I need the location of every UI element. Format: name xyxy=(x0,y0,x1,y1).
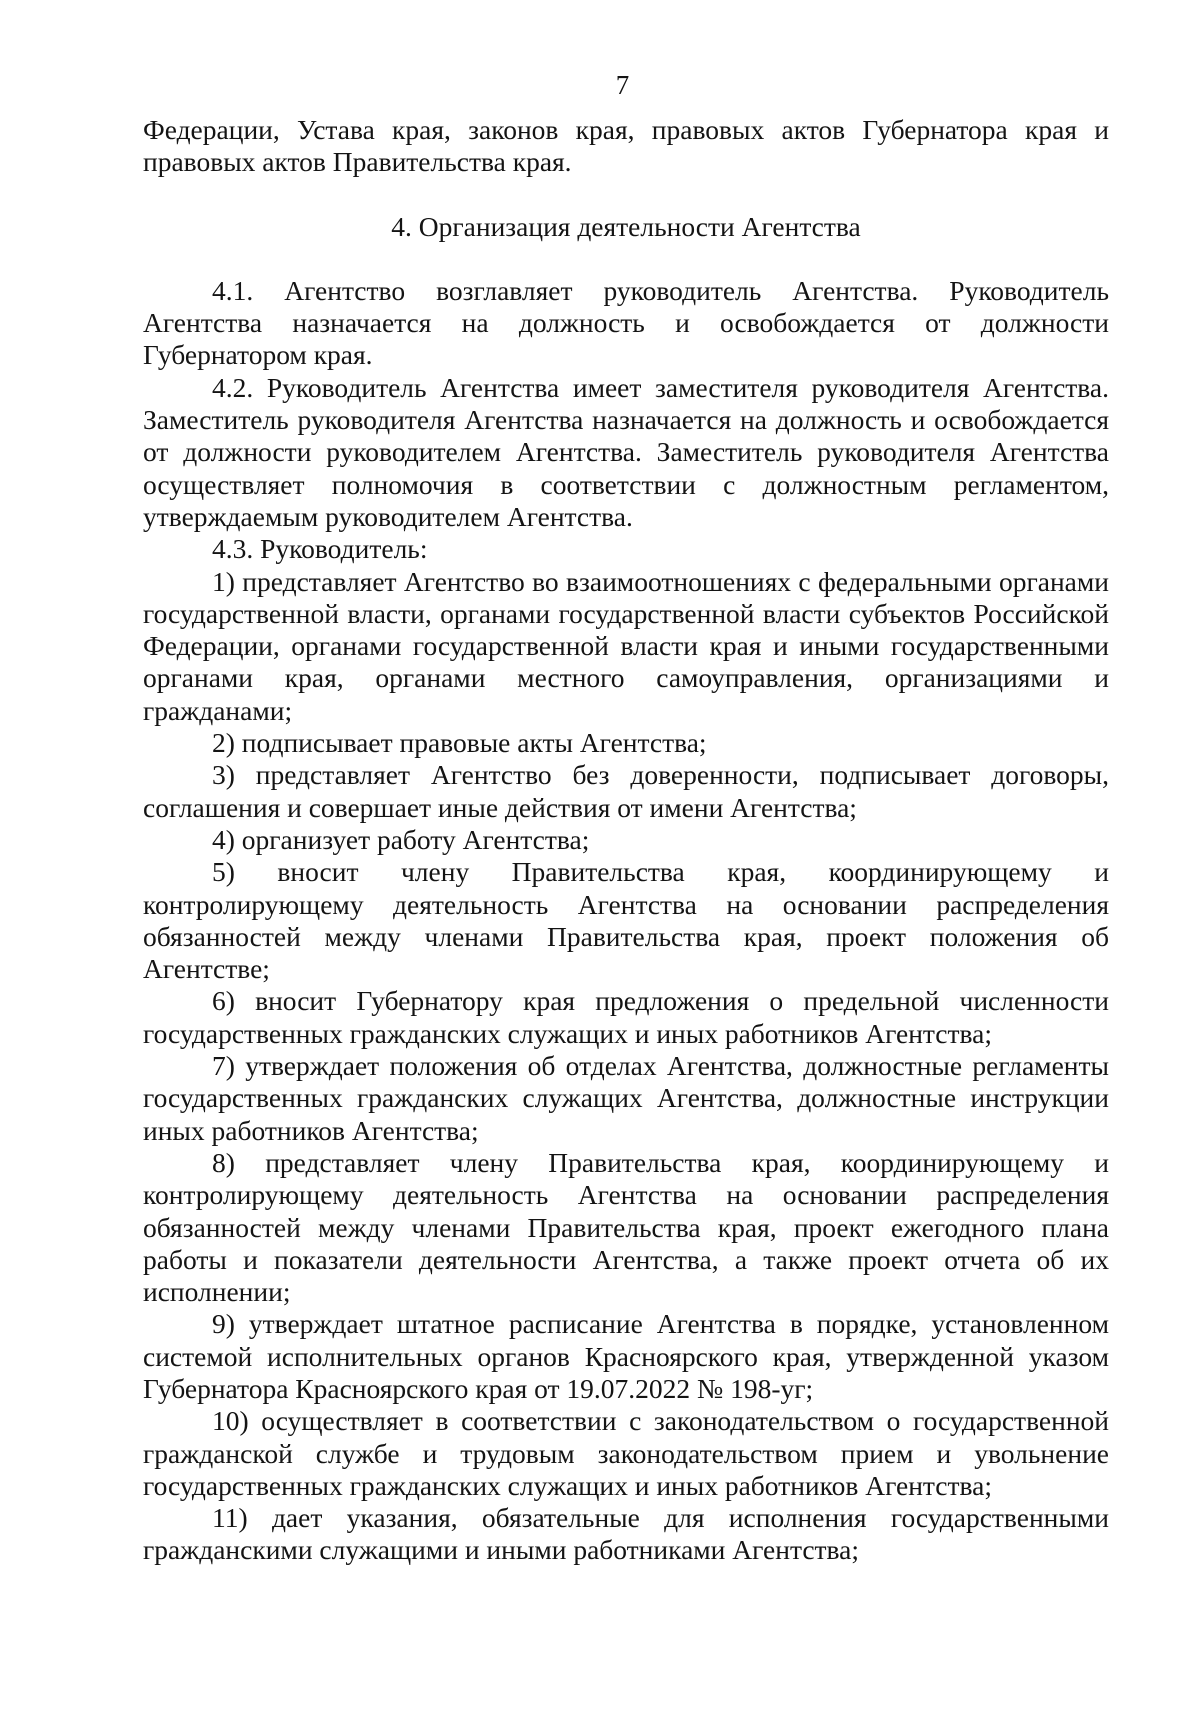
paragraph-continuation: Федерации, Устава края, законов края, правовых актов Губернатора края и правовых актов Правительства края. xyxy=(143,114,1109,178)
list-item-9: 9) утверждает штатное расписание Агентства в порядке, установленном системой исполнительных органов Красноярского края, утвержденной указом Губернатора Красноярского края от 19.07.2022 № 198-уг; xyxy=(143,1308,1109,1404)
document-body xyxy=(143,114,1109,1567)
section-title: 4. Организация деятельности Агентства xyxy=(391,210,861,242)
paragraph-4-3: 4.3. Руководитель: xyxy=(212,533,428,565)
paragraph-4-1: 4.1. Агентство возглавляет руководитель Агентства. Руководитель Агентства назначается на должность и освобождается от должности Губернатором края. xyxy=(143,274,1109,371)
paragraph-4-2: 4.2. Руководитель Агентства имеет заместителя руководителя Агентства. Заместитель руководителя Агентства назначается на должность и освобождается от должности руководителем Агентства. Заместитель руководителя Агентства осуществляет полномочия в соответствии с должностным регламентом, утверждаемым руководителем Агентства. xyxy=(143,371,1109,532)
list-item-1: 1) представляет Агентство во взаимоотношениях с федеральными органами государственной власти, органами государственной власти субъектов Российской Федерации, органами государственной власти края и иными государственными органами края, органами местного самоуправления, организациями и гражданами; xyxy=(143,565,1109,726)
list-item-11: 11) дает указания, обязательные для исполнения государственными гражданскими служащими и иными работниками Агентства; xyxy=(143,1502,1109,1566)
list-item-3: 3) представляет Агентство без доверенности, подписывает договоры, соглашения и совершает иные действия от имени Агентства; xyxy=(143,759,1109,823)
list-item-5: 5) вносит члену Правительства края, координирующему и контролирующему деятельность Агентства на основании распределения обязанностей между членами Правительства края, проект положения об Агентстве; xyxy=(143,856,1109,985)
list-item-7: 7) утверждает положения об отделах Агентства, должностные регламенты государственных гражданских служащих Агентства, должностные инструкции иных работников Агентства; xyxy=(143,1050,1109,1146)
list-item-4: 4) организует работу Агентства; xyxy=(212,823,590,855)
page-number: 7 xyxy=(615,70,630,100)
list-item-6: 6) вносит Губернатору края предложения о предельной численности государственных гражданских служащих и иных работников Агентства; xyxy=(143,985,1109,1049)
list-item-10: 10) осуществляет в соответствии с законодательством о государственной гражданской службе и трудовым законодательством прием и увольнение государственных гражданских служащих и иных работников Агентства; xyxy=(143,1405,1109,1501)
list-item-2: 2) подписывает правовые акты Агентства; xyxy=(212,727,707,759)
list-item-8: 8) представляет члену Правительства края, координирующему и контролирующему деятельность Агентства на основании распределения обязанностей между членами Правительства края, проект ежегодного плана работы и показатели деятельности Агентства, а также проект отчета об их исполнении; xyxy=(143,1146,1109,1308)
